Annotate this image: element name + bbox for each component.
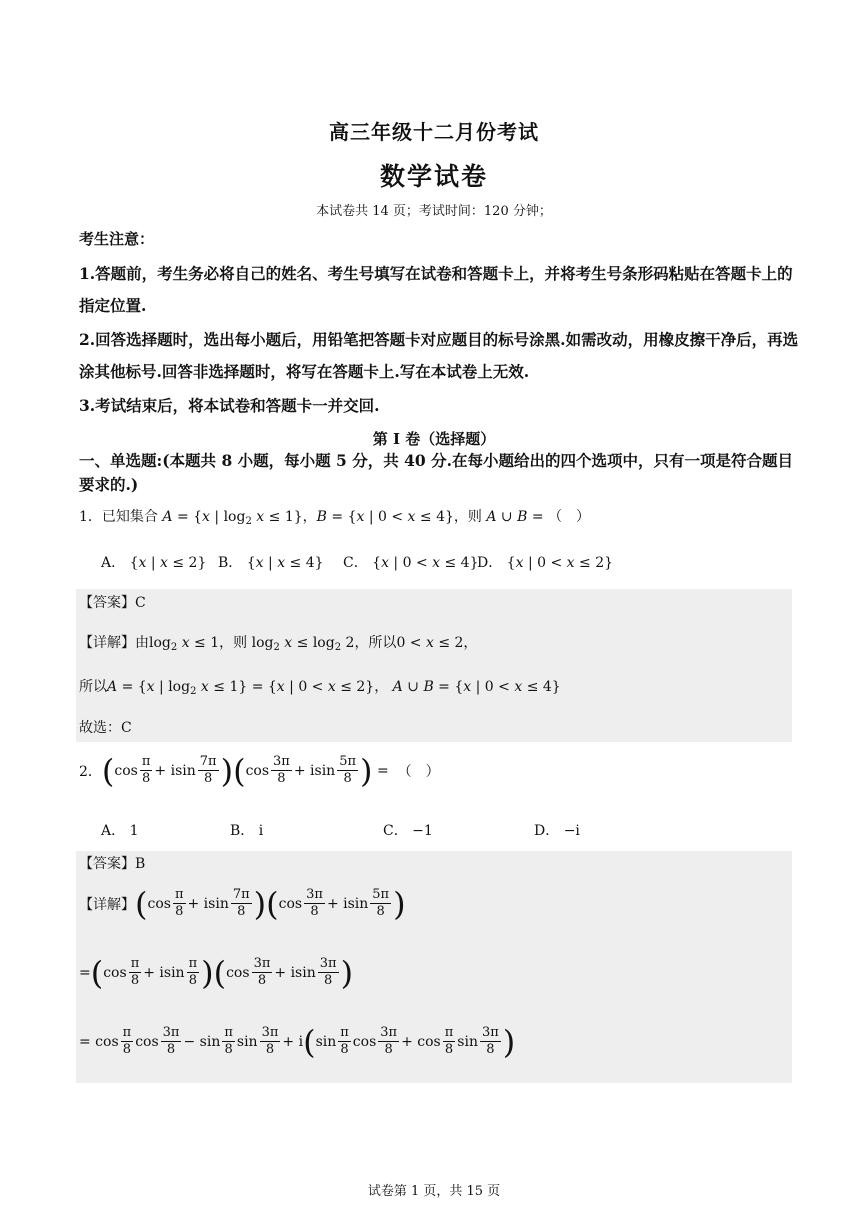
- question-number: 1．: [79, 509, 102, 525]
- question-1: [79, 506, 590, 527]
- detail-2-line-3: = cos $\frac{\pi}{8}$ cos $\frac{3\pi}{8}$ − sin $\frac{\pi}{8}$ sin $\frac{3\pi}{8}$ + i ( sin $\frac{\pi}{8}$ cos $\frac{3\pi}{8}$ + cos $\frac{\pi}{8}$ sin $\frac{3\pi}{8}$ ): [79, 1022, 516, 1061]
- section-title: 第 I 卷（选择题）: [372, 430, 496, 448]
- option-b: B． {x | x ≤ 4}: [218, 555, 324, 571]
- notice-rule-2: 2.回答选择题时，选出每小题后，用铅笔把答题卡对应题目的标号涂黑.如需改动，用橡皮擦干净后，再选涂其他标号.回答非选择题时，将写在答题卡上.写在本试卷上无效.: [79, 330, 799, 381]
- detail-1-line-2: 所以A = {x | $\log_2 x \le 1\} = \{x$ | 0 < x ≤ 2}， A ∪ B = {x | 0 < x ≤ 4}: [79, 679, 561, 697]
- answer-2: 【答案】B: [79, 856, 146, 872]
- answer-blank: （ ）: [548, 509, 591, 525]
- option-b: B． i: [230, 823, 264, 839]
- notice-rule-1: 1.答题前，考生务必将自己的姓名、考生号填写在试卷和答题卡上，并将考生号条形码粘贴在答题卡上的指定位置.: [79, 264, 793, 315]
- question-2: 2． ( cos $\frac{\pi}{8}$ + isin $\frac{7\pi}{8}$ ) ( cos $\frac{3\pi}{8}$ + isin $\frac{5\pi}{8}$ ) = （ ）: [79, 751, 440, 790]
- option-d: D． {x | 0 < x ≤ 2}: [477, 555, 614, 571]
- question-1-math: A = {x | $\log_2 x \le 1$}，B = {x | 0 < x ≤ 4}，则 A ∪ B =: [162, 509, 544, 527]
- answer-box-1: [76, 589, 792, 742]
- option-a: A． {x | x ≤ 2}: [101, 555, 207, 571]
- answer-1: 【答案】C: [79, 595, 146, 611]
- question-type-desc: 一、单选题:(本题共 8 小题，每小题 5 分，共 40 分.在每小题给出的四个选项中，只有一项是符合题目要求的.): [79, 451, 793, 494]
- option-c: C． {x | 0 < x ≤ 4}: [343, 555, 479, 571]
- notice-rule-3: 3.考试结束后，将本试卷和答题卡一并交回.: [79, 396, 380, 415]
- question-1-prefix: 已知集合: [101, 509, 158, 525]
- exam-info: 本试卷共 14 页；考试时间：120 分钟；: [316, 204, 552, 219]
- detail-1-conclusion: 故选：C: [79, 720, 132, 736]
- subject-title: 数学试卷: [379, 162, 488, 191]
- option-a: A． 1: [101, 823, 139, 839]
- option-c: C． −1: [383, 823, 433, 839]
- page-footer: 试卷第 1 页，共 15 页: [367, 1184, 501, 1199]
- option-d: D． −i: [534, 823, 580, 839]
- detail-2-line-1: 【详解】 ( cos $\frac{\pi}{8}$ + isin $\frac{7\pi}{8}$ ) ( cos $\frac{3\pi}{8}$ + isin $\frac{5\pi}{8}$ ): [79, 884, 406, 923]
- detail-2-line-2: = ( cos $\frac{\pi}{8}$ + isin $\frac{\pi}{8}$ ) ( cos $\frac{3\pi}{8}$ + isin $\frac{3\pi}{8}$ ): [79, 953, 354, 992]
- question-number: 2．: [79, 763, 102, 780]
- notice-heading: 考生注意：: [79, 230, 155, 248]
- exam-title: 高三年级十二月份考试: [329, 120, 539, 144]
- detail-1-line-1: 【详解】由$\log_2 x \le 1$，则 $\log_2 x \le \log_2 2$，所以0 < x ≤ 2，: [79, 635, 478, 653]
- answer-blank: （ ）: [397, 763, 440, 780]
